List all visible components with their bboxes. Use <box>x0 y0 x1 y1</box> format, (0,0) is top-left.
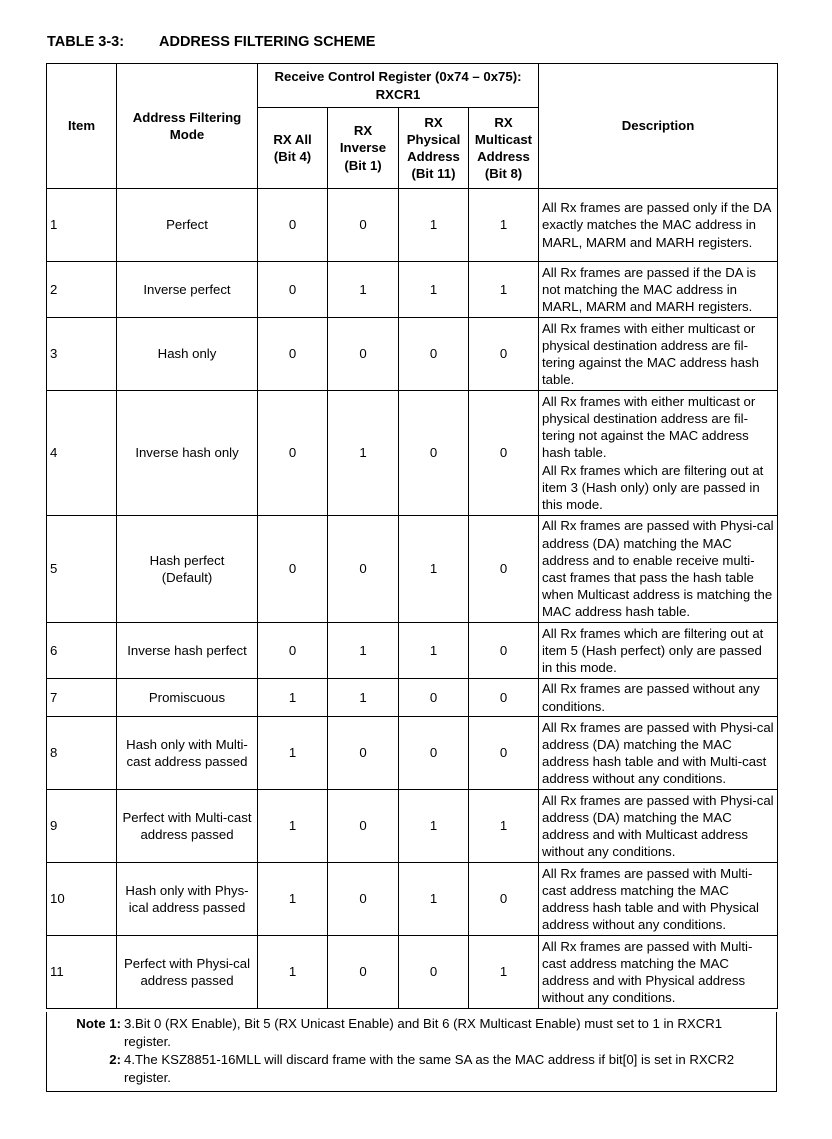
mode-cell: Perfect <box>117 189 258 262</box>
bit-cell: 1 <box>399 189 469 262</box>
note-key: Note 1: <box>76 1016 121 1031</box>
mode-cell: Hash only <box>117 318 258 391</box>
bit-cell: 0 <box>469 391 539 516</box>
mode-cell: Inverse hash perfect <box>117 623 258 679</box>
bit-cell: 0 <box>399 391 469 516</box>
bit-cell: 0 <box>328 189 399 262</box>
item-cell: 4 <box>47 391 117 516</box>
item-cell: 10 <box>47 863 117 936</box>
table-caption: ADDRESS FILTERING SCHEME <box>159 34 376 50</box>
description-cell: All Rx frames are passed only if the DA exactly matches the MAC address in MARL, MARM and MARH registers. <box>539 189 778 262</box>
header-bit-rx-multicast: RX Multicast Address (Bit 8) <box>469 108 539 189</box>
bit-cell: 1 <box>399 790 469 863</box>
item-cell: 7 <box>47 679 117 717</box>
description-cell: All Rx frames are passed with Physi-cal address (DA) matching the MAC address and to enable receive multi-cast frames that pass the hash table when Multicast address is matching the MAC address hash table. <box>539 516 778 623</box>
header-bit-rx-physical: RX Physical Address (Bit 11) <box>399 108 469 189</box>
bit-cell: 1 <box>328 679 399 717</box>
mode-cell: Hash only with Phys-ical address passed <box>117 863 258 936</box>
table-row <box>47 189 778 262</box>
description-cell: All Rx frames are passed with Multi-cast address matching the MAC address and with Physical address without any conditions. <box>539 936 778 1009</box>
bit-cell: 0 <box>469 679 539 717</box>
table-row <box>47 936 778 1009</box>
note-item <box>47 1051 776 1086</box>
table-row <box>47 516 778 623</box>
table-notes <box>46 1012 777 1092</box>
description-cell: All Rx frames with either multicast or physical destination address are fil-tering against the MAC address hash table. <box>539 318 778 391</box>
header-description: Description <box>539 64 778 189</box>
mode-default-note: (Default) <box>161 570 213 585</box>
bit-cell: 0 <box>258 391 328 516</box>
bit-cell: 1 <box>469 790 539 863</box>
mode-cell <box>117 516 258 623</box>
bit-cell: 1 <box>328 391 399 516</box>
description-text-continued: All Rx frames which are filtering out at item 3 (Hash only) only are passed in this mode. <box>542 462 764 512</box>
mode-cell: Hash only with Multi-cast address passed <box>117 717 258 790</box>
item-cell: 9 <box>47 790 117 863</box>
bit-cell: 1 <box>258 679 328 717</box>
mode-text: Hash perfect <box>149 552 225 568</box>
bit-cell: 1 <box>258 936 328 1009</box>
description-cell <box>539 391 778 516</box>
item-cell: 2 <box>47 262 117 318</box>
table-row <box>47 790 778 863</box>
header-bit-rx-all: RX All (Bit 4) <box>258 108 328 189</box>
note-text: 3.Bit 0 (RX Enable), Bit 5 (RX Unicast Enable) and Bit 6 (RX Multicast Enable) must set to 1 in RXCR1 register. <box>124 1016 723 1049</box>
mode-cell: Perfect with Physi-cal address passed <box>117 936 258 1009</box>
bit-cell: 1 <box>258 863 328 936</box>
bit-cell: 0 <box>328 936 399 1009</box>
bit-cell: 1 <box>399 262 469 318</box>
item-cell: 3 <box>47 318 117 391</box>
description-cell: All Rx frames are passed without any conditions. <box>539 679 778 717</box>
bit-cell: 0 <box>469 623 539 679</box>
note-item <box>47 1015 776 1050</box>
bit-cell: 0 <box>469 717 539 790</box>
bit-cell: 0 <box>328 516 399 623</box>
mode-cell: Promiscuous <box>117 679 258 717</box>
item-cell: 11 <box>47 936 117 1009</box>
table-row <box>47 623 778 679</box>
bit-cell: 0 <box>328 863 399 936</box>
bit-cell: 0 <box>258 189 328 262</box>
mode-cell: Inverse hash only <box>117 391 258 516</box>
bit-cell: 0 <box>469 863 539 936</box>
bit-cell: 0 <box>258 516 328 623</box>
bit-cell: 0 <box>399 679 469 717</box>
item-cell: 8 <box>47 717 117 790</box>
table-row <box>47 318 778 391</box>
item-cell: 1 <box>47 189 117 262</box>
table-row <box>47 391 778 516</box>
table-row <box>47 863 778 936</box>
bit-cell: 1 <box>469 189 539 262</box>
description-cell: All Rx frames which are filtering out at item 5 (Hash perfect) only are passed in this mode. <box>539 623 778 679</box>
table-row <box>47 679 778 717</box>
table-title <box>47 34 375 50</box>
note-key: 2: <box>109 1052 121 1067</box>
item-cell: 5 <box>47 516 117 623</box>
header-mode: Address Filtering Mode <box>117 64 258 189</box>
bit-cell: 1 <box>469 262 539 318</box>
mode-cell: Inverse perfect <box>117 262 258 318</box>
bit-cell: 0 <box>328 790 399 863</box>
item-cell: 6 <box>47 623 117 679</box>
bit-cell: 1 <box>399 863 469 936</box>
bit-cell: 1 <box>258 717 328 790</box>
header-bit-rx-inverse: RX Inverse (Bit 1) <box>328 108 399 189</box>
table-row <box>47 717 778 790</box>
description-cell: All Rx frames are passed with Physi-cal address (DA) matching the MAC address and with Multicast address without any conditions. <box>539 790 778 863</box>
bit-cell: 0 <box>328 318 399 391</box>
description-cell: All Rx frames are passed if the DA is not matching the MAC address in MARL, MARM and MARH registers. <box>539 262 778 318</box>
bit-cell: 1 <box>399 516 469 623</box>
bit-cell: 0 <box>258 623 328 679</box>
bit-cell: 0 <box>399 936 469 1009</box>
description-cell: All Rx frames are passed with Multi-cast address matching the MAC address hash table and with Physical address without any conditions. <box>539 863 778 936</box>
header-item: Item <box>47 64 117 189</box>
mode-cell: Perfect with Multi-cast address passed <box>117 790 258 863</box>
table-row <box>47 262 778 318</box>
bit-cell: 1 <box>328 623 399 679</box>
note-text: 4.The KSZ8851-16MLL will discard frame with the same SA as the MAC address if bit[0] is set in RXCR2 register. <box>124 1052 735 1085</box>
header-register-group: Receive Control Register (0x74 – 0x75): RXCR1 <box>258 64 539 108</box>
bit-cell: 1 <box>258 790 328 863</box>
bit-cell: 0 <box>469 516 539 623</box>
bit-cell: 0 <box>399 318 469 391</box>
bit-cell: 0 <box>258 318 328 391</box>
bit-cell: 0 <box>258 262 328 318</box>
bit-cell: 1 <box>328 262 399 318</box>
bit-cell: 0 <box>328 717 399 790</box>
table-number: TABLE 3-3: <box>47 34 125 50</box>
bit-cell: 0 <box>469 318 539 391</box>
description-text: All Rx frames with either multicast or physical destination address are fil-tering not against the MAC address hash table. <box>542 393 756 461</box>
description-cell: All Rx frames are passed with Physi-cal address (DA) matching the MAC address hash table and with Multi-cast address without any conditions. <box>539 717 778 790</box>
bit-cell: 0 <box>399 717 469 790</box>
bit-cell: 1 <box>469 936 539 1009</box>
address-filtering-table <box>46 63 778 1009</box>
bit-cell: 1 <box>399 623 469 679</box>
